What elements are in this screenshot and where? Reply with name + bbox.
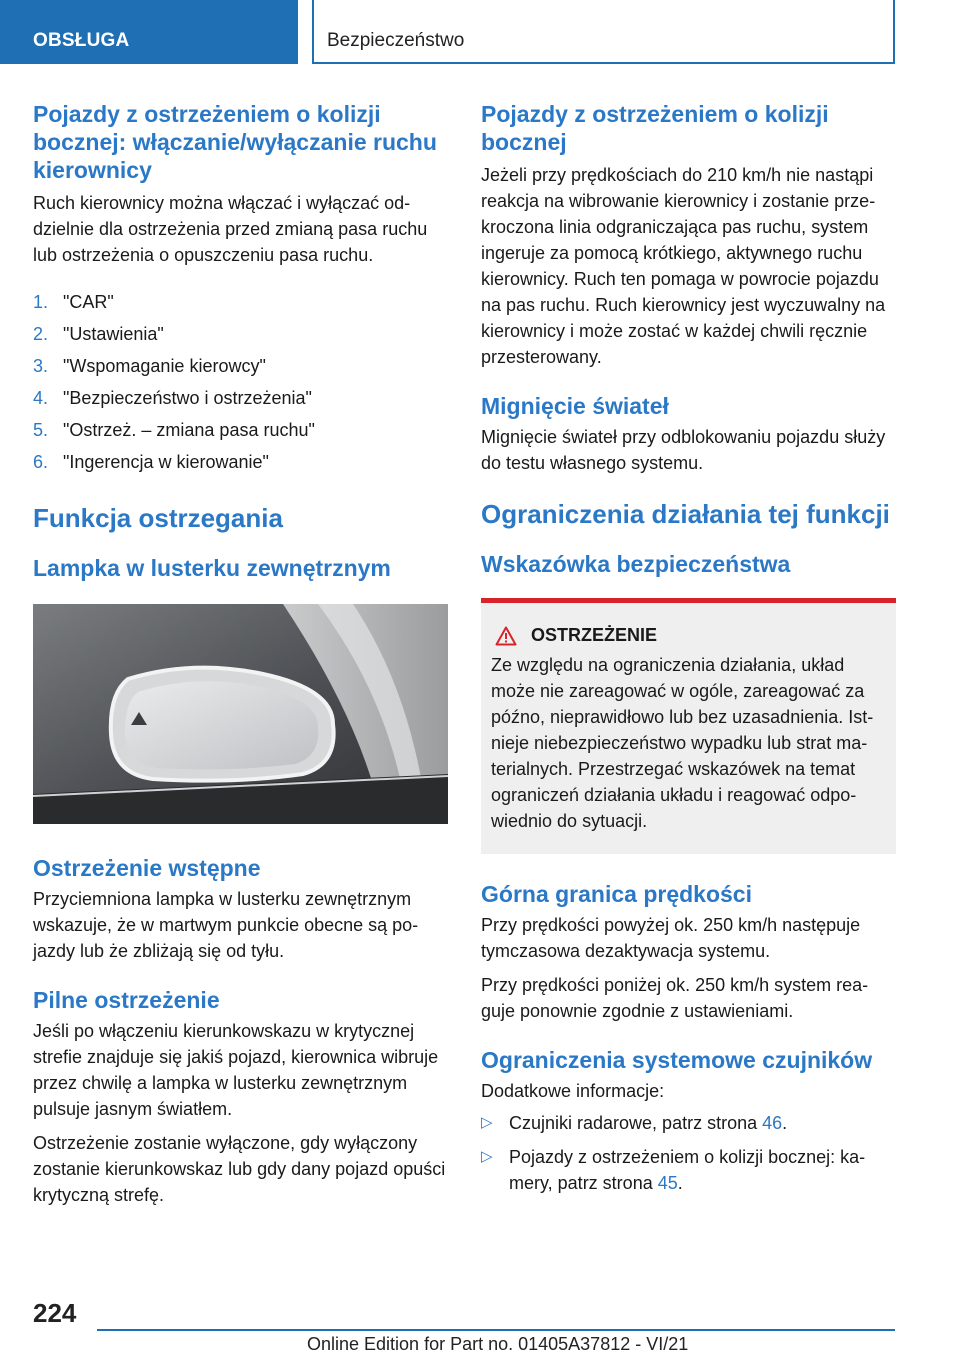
paragraph-side-collision: Jeżeli przy prędkościach do 210 km/h nie nastąpi reakcja na wibrowanie kierownicy i zostanie przekroczona linia odgraniczająca pas ruchu, system ingeruje za pomocą krótkiego, aktywnego ruchu kierownicy. Ruch ten pomaga w powrocie pojazdu na pas ruchu. Ruch kierownicy jest wyczuwalny na kierownicy i może zostać w każdej chwili ręcznie przesterowany. xyxy=(481,165,886,367)
page-link-46[interactable]: 46 xyxy=(762,1113,783,1133)
triangle-bullet-icon: ▷ xyxy=(481,1114,493,1131)
list-item: 2. "Ustawienia" xyxy=(33,324,164,344)
heading-urgent-warning: Pilne ostrzeżenie xyxy=(33,987,220,1013)
page-number: 224 xyxy=(33,1298,77,1328)
heading-safety-note: Wskazówka bezpieczeństwa xyxy=(481,551,791,577)
paragraph-additional-info: Dodatkowe informacje: xyxy=(481,1081,665,1101)
paragraph-warning-off: Ostrzeżenie zostanie wyłączone, gdy wyłączony zostanie kierunkowskaz lub gdy dany pojazd opuści krytyczną strefę. xyxy=(33,1133,446,1205)
heading-pre-warning: Ostrzeżenie wstępne xyxy=(33,855,261,881)
paragraph-speed-above: Przy prędkości powyżej ok. 250 km/h następuje tymczasowa dezaktywacja systemu. xyxy=(481,915,861,961)
list-item: 4. "Bezpieczeństwo i ostrzeżenia" xyxy=(33,388,312,408)
heading-side-collision: Pojazdy z ostrzeżeniem o kolizji bocznej xyxy=(481,101,829,155)
footer-divider xyxy=(97,1329,895,1331)
heading-limitations: Ograniczenia działania tej funkcji xyxy=(481,499,890,529)
triangle-bullet-icon: ▷ xyxy=(481,1148,493,1165)
section-tab: OBSŁUGA xyxy=(0,0,298,64)
heading-sensor-limits: Ograniczenia systemowe czujników xyxy=(481,1047,873,1073)
heading-speed-limit: Górna granica prędkości xyxy=(481,881,752,907)
warning-title: OSTRZEŻENIE xyxy=(495,625,886,646)
warning-triangle-icon xyxy=(495,626,517,646)
mirror-illustration xyxy=(33,604,448,824)
paragraph-speed-below: Przy prędkości poniżej ok. 250 km/h system reaguje ponownie zgodnie z ustawieniami. xyxy=(481,975,869,1021)
heading-steering-toggle: Pojazdy z ostrzeżeniem o kolizji bocznej: włączanie/wyłączanie ruchu kierownicy xyxy=(33,101,437,183)
paragraph-steering-toggle: Ruch kierownicy można włączać i wyłączać oddzielnie dla ostrzeżenia przed zmianą pasa ruchu lub ostrzeżenia o opuszczeniu pasa ruchu. xyxy=(33,193,428,265)
paragraph-pre-warning: Przyciemniona lampka w lusterku zewnętrznym wskazuje, że w martwym punkcie obecne są pojazdy lub że zbliżają się od tyłu. xyxy=(33,889,419,961)
heading-warning-function: Funkcja ostrzegania xyxy=(33,503,283,533)
list-item: ▷ Czujniki radarowe, patrz strona 46. xyxy=(481,1110,896,1136)
paragraph-urgent-warning: Jeśli po włączeniu kierunkowskazu w krytycznej strefie znajduje się jakiś pojazd, kierownica wibruje przez chwilę a lampka w lusterku zewnętrznym pulsuje jasnym światłem. xyxy=(33,1021,439,1119)
list-item: 1. "CAR" xyxy=(33,292,114,312)
list-item: 5. "Ostrzeż. – zmiana pasa ruchu" xyxy=(33,420,315,440)
menu-steps-list xyxy=(33,286,448,478)
list-item: 3. "Wspomaganie kierowcy" xyxy=(33,356,266,376)
right-column xyxy=(481,100,896,1204)
heading-light-flash: Mignięcie świateł xyxy=(481,393,669,419)
reference-list xyxy=(481,1110,896,1196)
warning-text: Ze względu na ograniczenia działania, układ może nie zareagować w ogóle, zareagować za późno, nieprawidłowo lub bez uzasadnienia. Istnieje niebezpieczeństwo wypadku lub strat materialnych. Przestrzegać wskazówek na temat ograniczeń działania układu i reagować odpowiednio do sytuacji. xyxy=(491,655,874,831)
heading-mirror-lamp: Lampka w lusterku zewnętrznym xyxy=(33,555,391,581)
footer-edition: Online Edition for Part no. 01405A37812 - VI/21 xyxy=(307,1334,689,1354)
chapter-title: Bezpieczeństwo xyxy=(312,0,895,64)
list-item: 6. "Ingerencja w kierowanie" xyxy=(33,452,269,472)
paragraph-light-flash: Mignięcie świateł przy odblokowaniu pojazdu służy do testu własnego systemu. xyxy=(481,427,886,473)
list-item: ▷ Pojazdy z ostrzeżeniem o kolizji bocznej: kamery, patrz strona 45. xyxy=(481,1144,896,1196)
page-link-45[interactable]: 45 xyxy=(657,1173,678,1193)
warning-box xyxy=(481,598,896,854)
left-column xyxy=(33,100,448,1208)
